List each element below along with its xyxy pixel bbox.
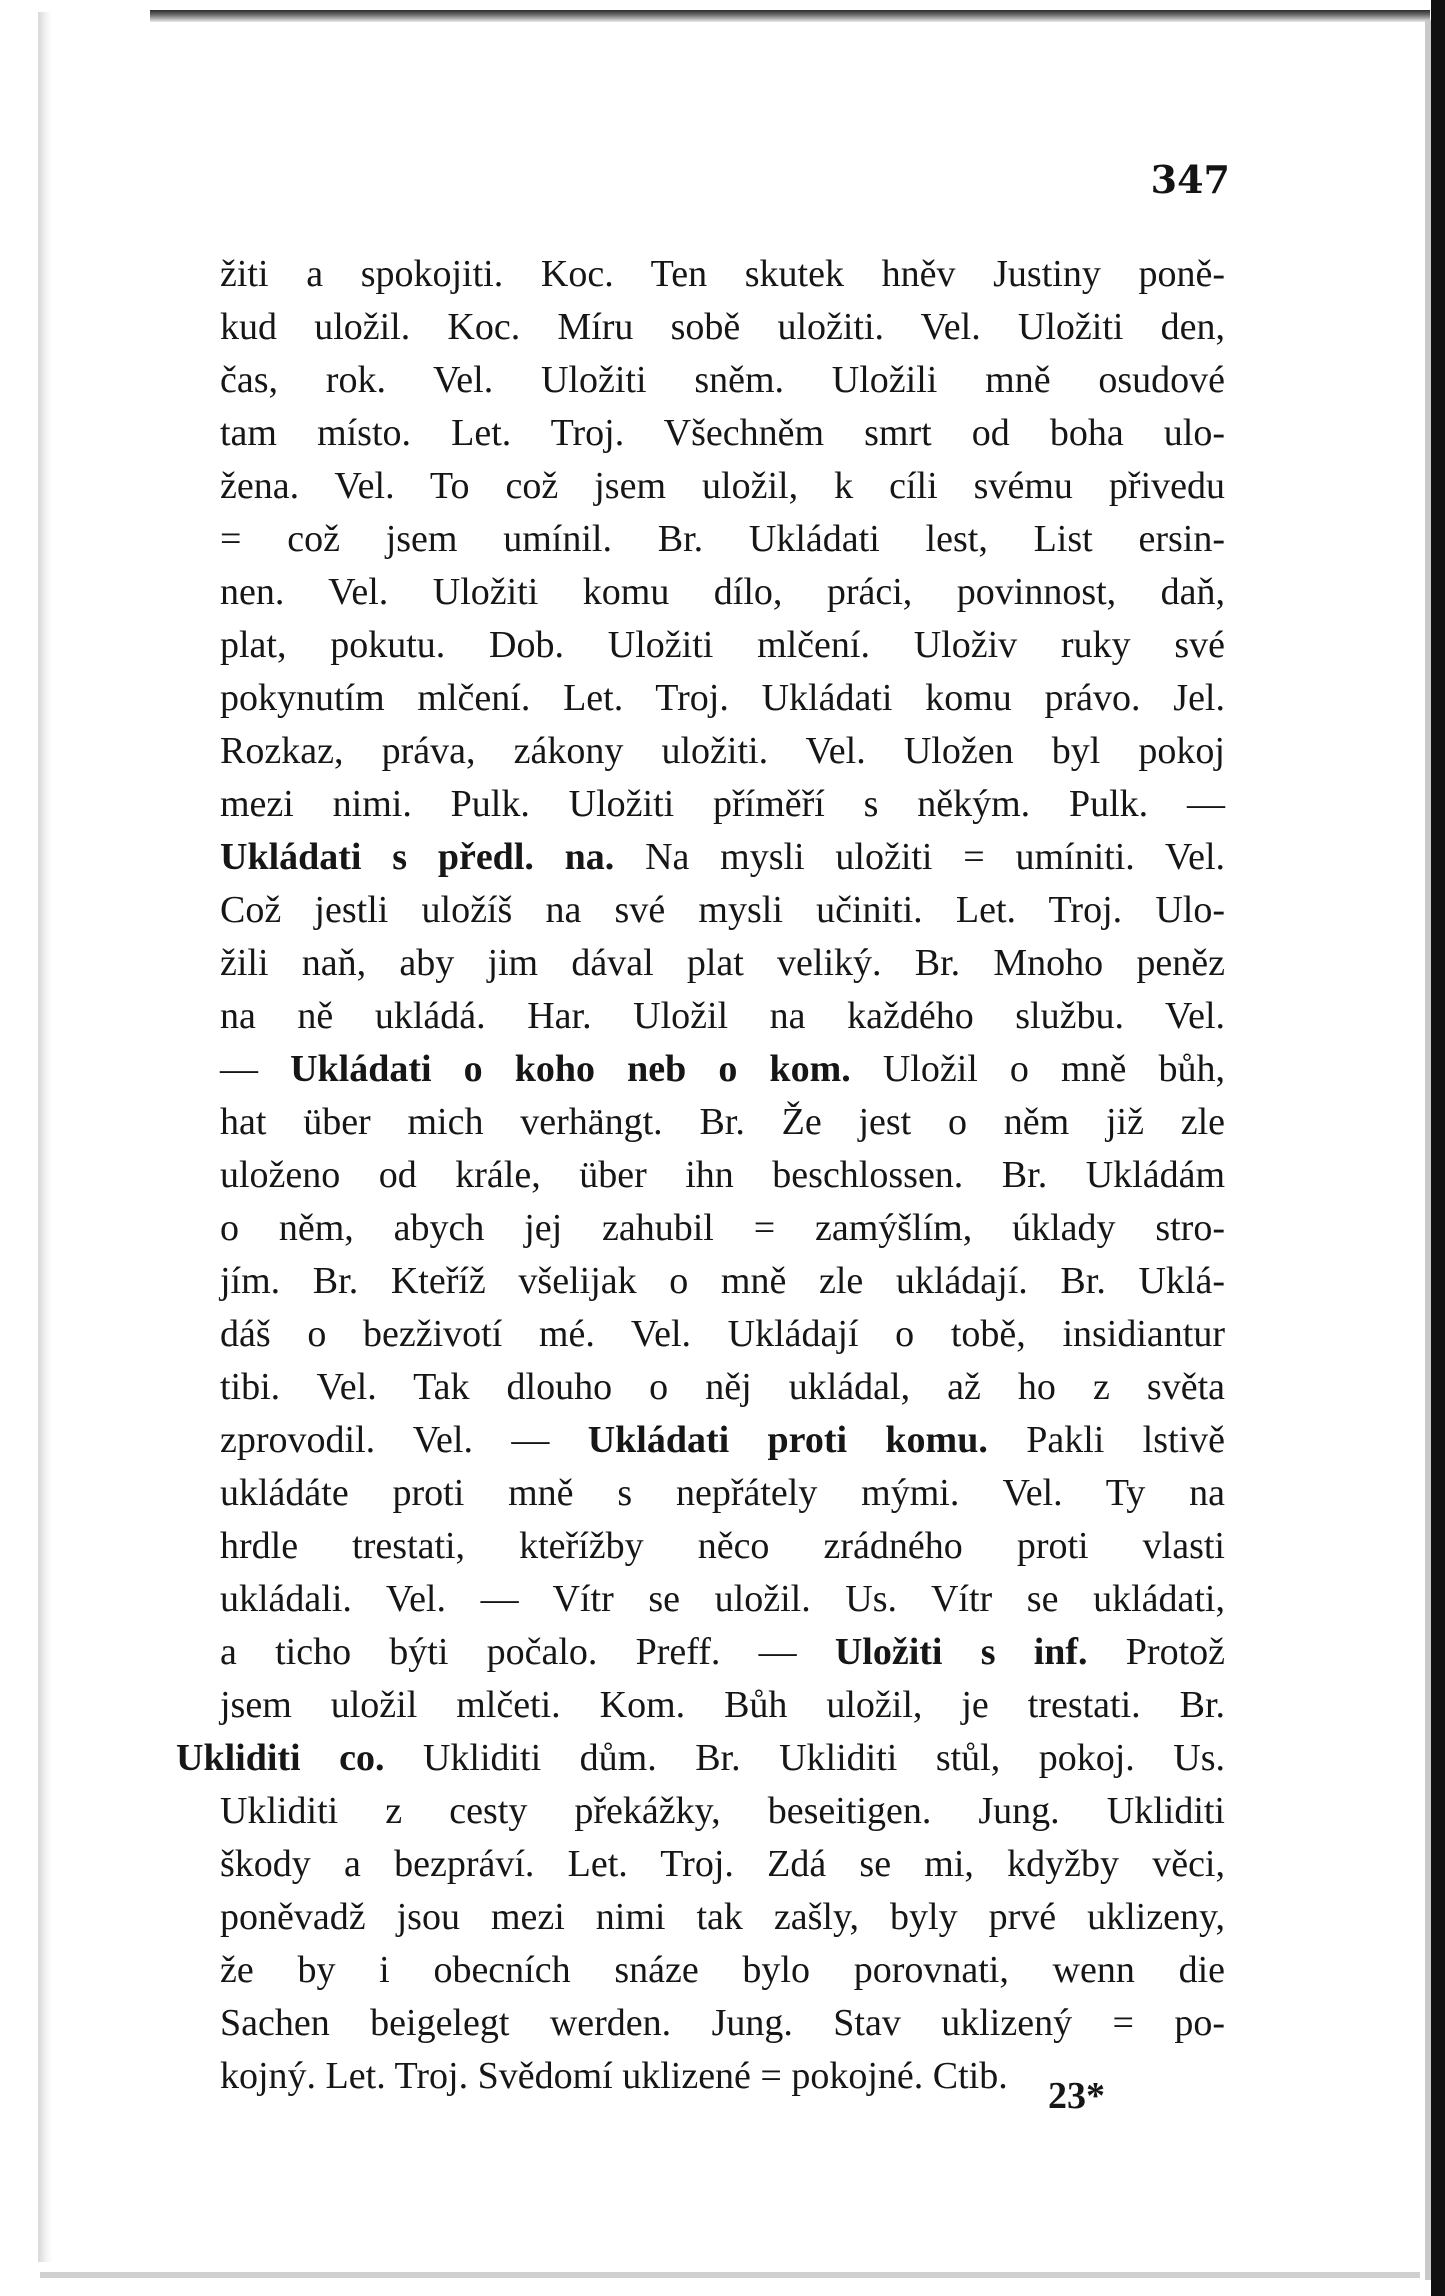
headword: Ukládati s předl. na. (220, 836, 615, 878)
left-page-edge (38, 12, 52, 2262)
line-text: dáš o bezživotí mé. Vel. Ukládají o tobě, insidiantur (220, 1313, 1225, 1355)
text-line (220, 725, 1225, 778)
text-line (220, 1679, 1225, 1732)
text-line (220, 407, 1225, 460)
text-line (220, 1891, 1225, 1944)
page-corner (0, 0, 150, 22)
text-line (220, 1944, 1225, 1997)
page-number: 347 (1150, 157, 1230, 202)
line-text: ukládáte proti mně s nepřátely mými. Vel. Ty na (220, 1472, 1225, 1514)
line-text: mezi nimi. Pulk. Uložiti příměří s někým. Pulk. — (220, 783, 1225, 825)
text-line (220, 1467, 1225, 1520)
text-line (220, 1043, 1225, 1096)
line-text: kojný. Let. Troj. Svědomí uklizené = pokojné. Ctib. (220, 2055, 1008, 2097)
text-line (220, 1573, 1225, 1626)
line-text: tam místo. Let. Troj. Všechněm smrt od boha ulo- (220, 412, 1225, 454)
line-text: že by i obecních snáze bylo porovnati, wenn die (220, 1949, 1225, 1991)
text-line (220, 1785, 1225, 1838)
text-line (220, 831, 1225, 884)
text-line (220, 513, 1225, 566)
text-line (220, 1255, 1225, 1308)
line-text: Ukliditi dům. Br. Ukliditi stůl, pokoj. Us. (384, 1737, 1225, 1779)
bottom-page-edge (40, 2272, 1420, 2278)
text-line (220, 301, 1225, 354)
line-text: jsem uložil mlčeti. Kom. Bůh uložil, je trestati. Br. (220, 1684, 1225, 1726)
line-text: — (220, 1048, 291, 1090)
headword: Ukliditi co. (176, 1737, 385, 1779)
line-text: = což jsem umínil. Br. Ukládati lest, List ersin- (220, 518, 1225, 560)
line-text: čas, rok. Vel. Uložiti sněm. Uložili mně osudové (220, 359, 1225, 401)
line-text: o něm, abych jej zahubil = zamýšlím, úklady stro- (220, 1207, 1225, 1249)
text-line (220, 1149, 1225, 1202)
line-text: tibi. Vel. Tak dlouho o něj ukládal, až ho z světa (220, 1366, 1225, 1408)
line-text: na ně ukládá. Har. Uložil na každého službu. Vel. (220, 995, 1225, 1037)
text-line (220, 1361, 1225, 1414)
line-text: Sachen beigelegt werden. Jung. Stav uklizený = po- (220, 2002, 1225, 2044)
headword: Ukládati proti komu. (587, 1419, 988, 1461)
dictionary-text (176, 248, 1226, 2103)
right-scan-border (1431, 0, 1445, 2296)
line-text: hat über mich verhängt. Br. Že jest o něm již zle (220, 1101, 1225, 1143)
line-text: a ticho býti počalo. Preff. — (220, 1631, 835, 1673)
text-line (220, 566, 1225, 619)
line-text: hrdle trestati, kteřížby něco zrádného proti vlasti (220, 1525, 1225, 1567)
text-line (220, 1414, 1225, 1467)
line-text: ukládali. Vel. — Vítr se uložil. Us. Vítr se ukládati, (220, 1578, 1225, 1620)
top-page-edge (150, 10, 1430, 22)
text-line (220, 1202, 1225, 1255)
line-text: Rozkaz, práva, zákony uložiti. Vel. Uložen byl pokoj (220, 730, 1225, 772)
line-text: Protož (1087, 1631, 1225, 1673)
line-text: jím. Br. Kteříž všelijak o mně zle ukládají. Br. Uklá- (220, 1260, 1225, 1302)
line-text: škody a bezpráví. Let. Troj. Zdá se mi, kdyžby věci, (220, 1843, 1225, 1885)
text-line (220, 619, 1225, 672)
text-line (220, 1520, 1225, 1573)
line-text: Pakli lstivě (987, 1419, 1226, 1461)
line-text: poněvadž jsou mezi nimi tak zašly, byly prvé uklizeny, (220, 1896, 1225, 1938)
line-text: Na mysli uložiti = umíniti. Vel. (614, 836, 1225, 878)
text-line (220, 248, 1225, 301)
line-text: uloženo od krále, über ihn beschlossen. Br. Ukládám (220, 1154, 1225, 1196)
line-text: Uložil o mně bůh, (850, 1048, 1226, 1090)
line-text: žiti a spokojiti. Koc. Ten skutek hněv Justiny poně- (220, 253, 1225, 295)
text-line (220, 354, 1225, 407)
headword: Ukládati o koho neb o kom. (290, 1048, 851, 1090)
line-text: zprovodil. Vel. — (220, 1419, 588, 1461)
text-line (220, 1096, 1225, 1149)
text-line (220, 1308, 1225, 1361)
headword: Uložiti s inf. (834, 1631, 1088, 1673)
text-line (220, 937, 1225, 990)
text-line (220, 884, 1225, 937)
signature-mark: 23* (1048, 2075, 1105, 2117)
text-line (220, 990, 1225, 1043)
text-line (220, 1626, 1225, 1679)
line-text: Což jestli uložíš na své mysli učiniti. Let. Troj. Ulo- (220, 889, 1225, 931)
line-text: Ukliditi z cesty překážky, beseitigen. Jung. Ukliditi (220, 1790, 1225, 1832)
line-text: plat, pokutu. Dob. Uložiti mlčení. Uloživ ruky své (220, 624, 1225, 666)
text-line (220, 1997, 1225, 2050)
text-line (220, 778, 1225, 831)
line-text: nen. Vel. Uložiti komu dílo, práci, povinnost, daň, (220, 571, 1225, 613)
text-line (176, 1732, 1225, 1785)
text-line (220, 1838, 1225, 1891)
text-line (220, 672, 1225, 725)
line-text: žili naň, aby jim dával plat veliký. Br. Mnoho peněz (220, 942, 1225, 984)
text-line (220, 460, 1225, 513)
right-page-edge (1425, 20, 1431, 2280)
line-text: kud uložil. Koc. Míru sobě uložiti. Vel. Uložiti den, (220, 306, 1225, 348)
line-text: pokynutím mlčení. Let. Troj. Ukládati komu právo. Jel. (220, 677, 1225, 719)
line-text: žena. Vel. To což jsem uložil, k cíli svému přivedu (220, 465, 1225, 507)
